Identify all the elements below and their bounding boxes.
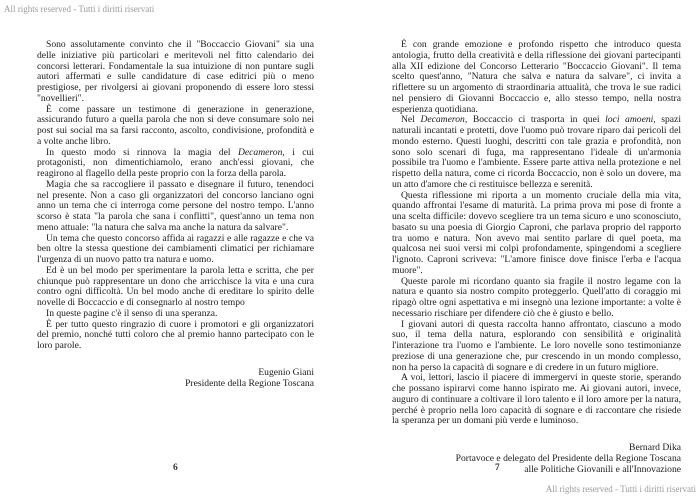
signatory-name: Bernard Dika bbox=[629, 442, 681, 453]
paragraph: I giovani autori di questa raccolta hanno affrontato, ciascuno a modo suo, il tema della natura, esplorando con sensibilità e originalità l'interazione tra l'uomo e l'ambiente. Le loro novelle sono testimonianze preziose di una generazione che, pur crescendo in un mondo complesso, non ha perso la capacità di sognare e di credere in un futuro migliore. bbox=[392, 318, 681, 373]
paragraph: In queste pagine c'è il senso di una speranza. bbox=[46, 307, 218, 319]
page-number-right: 7 bbox=[495, 463, 500, 473]
paragraph: Ed è un bel modo per sperimentare la parola letta e scritta, che per chiunque può rappresentare un dono che arricchisce la vita e una cura contro ogni difficoltà. Un bel modo anche di ereditare lo spirito delle novelle di Boccaccio e di consegnarlo al nostro tempo bbox=[37, 264, 314, 308]
paragraph: In questo modo si rinnova la magia del Decameron, i cui protagonisti, non dimentichiamolo, erano anch'essi giovani, che reagirono al flagello della peste proprio con la forza della parola. bbox=[37, 146, 314, 179]
copyright-watermark-bottom: All rights reserved - Tutti i diritti riservati bbox=[545, 484, 696, 494]
paragraph: È per tutto questo ringrazio di cuore i promotori e gli organizzatori del premio, nonché tutti coloro che al premio hanno partecipato con le loro parole. bbox=[37, 318, 314, 351]
paragraph: Queste parole mi ricordano quanto sia fragile il nostro legame con la natura e quanto sia nostro compito proteggerlo. Quell'atto di coraggio mi ripagò oltre ogni aspettativa e mi insegnò una lezione importante: a volte è necessario rischiare per difendere ciò che è giusto e bello. bbox=[392, 275, 681, 319]
paragraph: Sono assolutamente convinto che il "Boccaccio Giovani" sia una delle iniziative più particolari e meritevoli nel fitto calendario dei concorsi letterari. Fondamentale la sua intuizione di non puntare sugli autori affermati e sulle candidature di case editrici più o meno prestigiose, per rivolgersi ai giovani proponendo di essere loro stessi "novellieri". bbox=[37, 39, 314, 104]
signatory-name: Eugenio Giani bbox=[258, 366, 314, 378]
paragraph: Questa riflessione mi riporta a un momento cruciale della mia vita, quando affrontai l'esame di maturità. La prima prova mi pose di fronte a una scelta difficile: dovevo scegliere tra un tema sicuro e uno sconosciuto, basato su una poesia di Giorgio Caproni, che parlava proprio del rapporto tra uomo e natura. Non avevo mai sentito parlare di quel poeta, ma qualcosa nei suoi versi mi colpì profondamente, spingendomi a scegliere l'ignoto. Caproni scriveva: "L'amore finisce dove finisce l'erba e l'acqua muore". bbox=[392, 189, 681, 276]
signatory-role: Presidente della Regione Toscana bbox=[185, 377, 314, 389]
paragraph: Magia che sa raccogliere il passato e disegnare il futuro, tenendoci nel presente. Non a caso gli organizzatori del concorso lanciano ogni anno un tema che ci interroga come persone del nostro tempo. L'anno scorso è stata "la parola che sana i conflitti", quest'anno un tema non meno attuale: "la natura che salva ma anche la natura da salvare". bbox=[37, 178, 314, 233]
signature-block bbox=[37, 367, 314, 389]
paragraph: Nel Decameron, Boccaccio ci trasporta in quei loci amoeni, spazi naturali incantati e protetti, dove l'uomo può trovare riparo dai pericoli del mondo esterno. Questi luoghi, descritti con tale grazia e profondità, non sono solo scenari di fuga, ma rappresentano l'ideale di un'armonia possibile tra l'uomo e l'ambiente. Essere parte attiva nella protezione e nel rispetto della natura, come ci ricorda Boccaccio, non è solo un dovere, ma un atto d'amore che ci restituisce bellezza e serenità. bbox=[392, 114, 681, 190]
paragraph: Un tema che questo concorso affida ai ragazzi e alle ragazze e che va ben oltre la stessa questione dei cambiamenti climatici per richiamare l'urgenza di un nuovo patto tra natura e uomo. bbox=[37, 232, 314, 265]
left-page bbox=[37, 40, 314, 389]
page-number-left: 6 bbox=[173, 463, 178, 473]
copyright-watermark-top: All rights reserved - Tutti i diritti riservati bbox=[4, 4, 155, 14]
signatory-role: Portavoce e delegato del Presidente della Regione Toscana bbox=[455, 453, 681, 464]
paragraph: È come passare un testimone di generazione in generazione, assicurando futuro a quella parola che non si deve consumare solo nei post sui social ma sa farsi racconto, ascolto, condivisione, profondità e a volte anche libro. bbox=[37, 103, 314, 147]
signature-block bbox=[392, 442, 681, 475]
right-page bbox=[392, 40, 681, 475]
signatory-role-continued: alle Politiche Giovanili e all'Innovazione bbox=[524, 464, 681, 475]
paragraph: È con grande emozione e profondo rispetto che introduco questa antologia, frutto della creatività e della riflessione dei giovani partecipanti alla XII edizione del Concorso Letterario "Boccaccio Giovani". Il tema scelto quest'anno, "Natura che salva e natura da salvare", ci invita a riflettere su un argomento di straordinaria attualità, che trova le sue radici nel pensiero di Giovanni Boccaccio e, allo stesso tempo, nella nostra esperienza quotidiana. bbox=[392, 39, 681, 115]
paragraph: A voi, lettori, lascio il piacere di immergervi in queste storie, sperando che possano ispirarvi come hanno ispirato me. Ai giovani autori, invece, auguro di continuare a coltivare il loro talento e il loro amore per la natura, perché è proprio nella loro capacità di sognare e di raccontare che risiede la speranza per un domani più verde e luminoso. bbox=[392, 372, 681, 427]
